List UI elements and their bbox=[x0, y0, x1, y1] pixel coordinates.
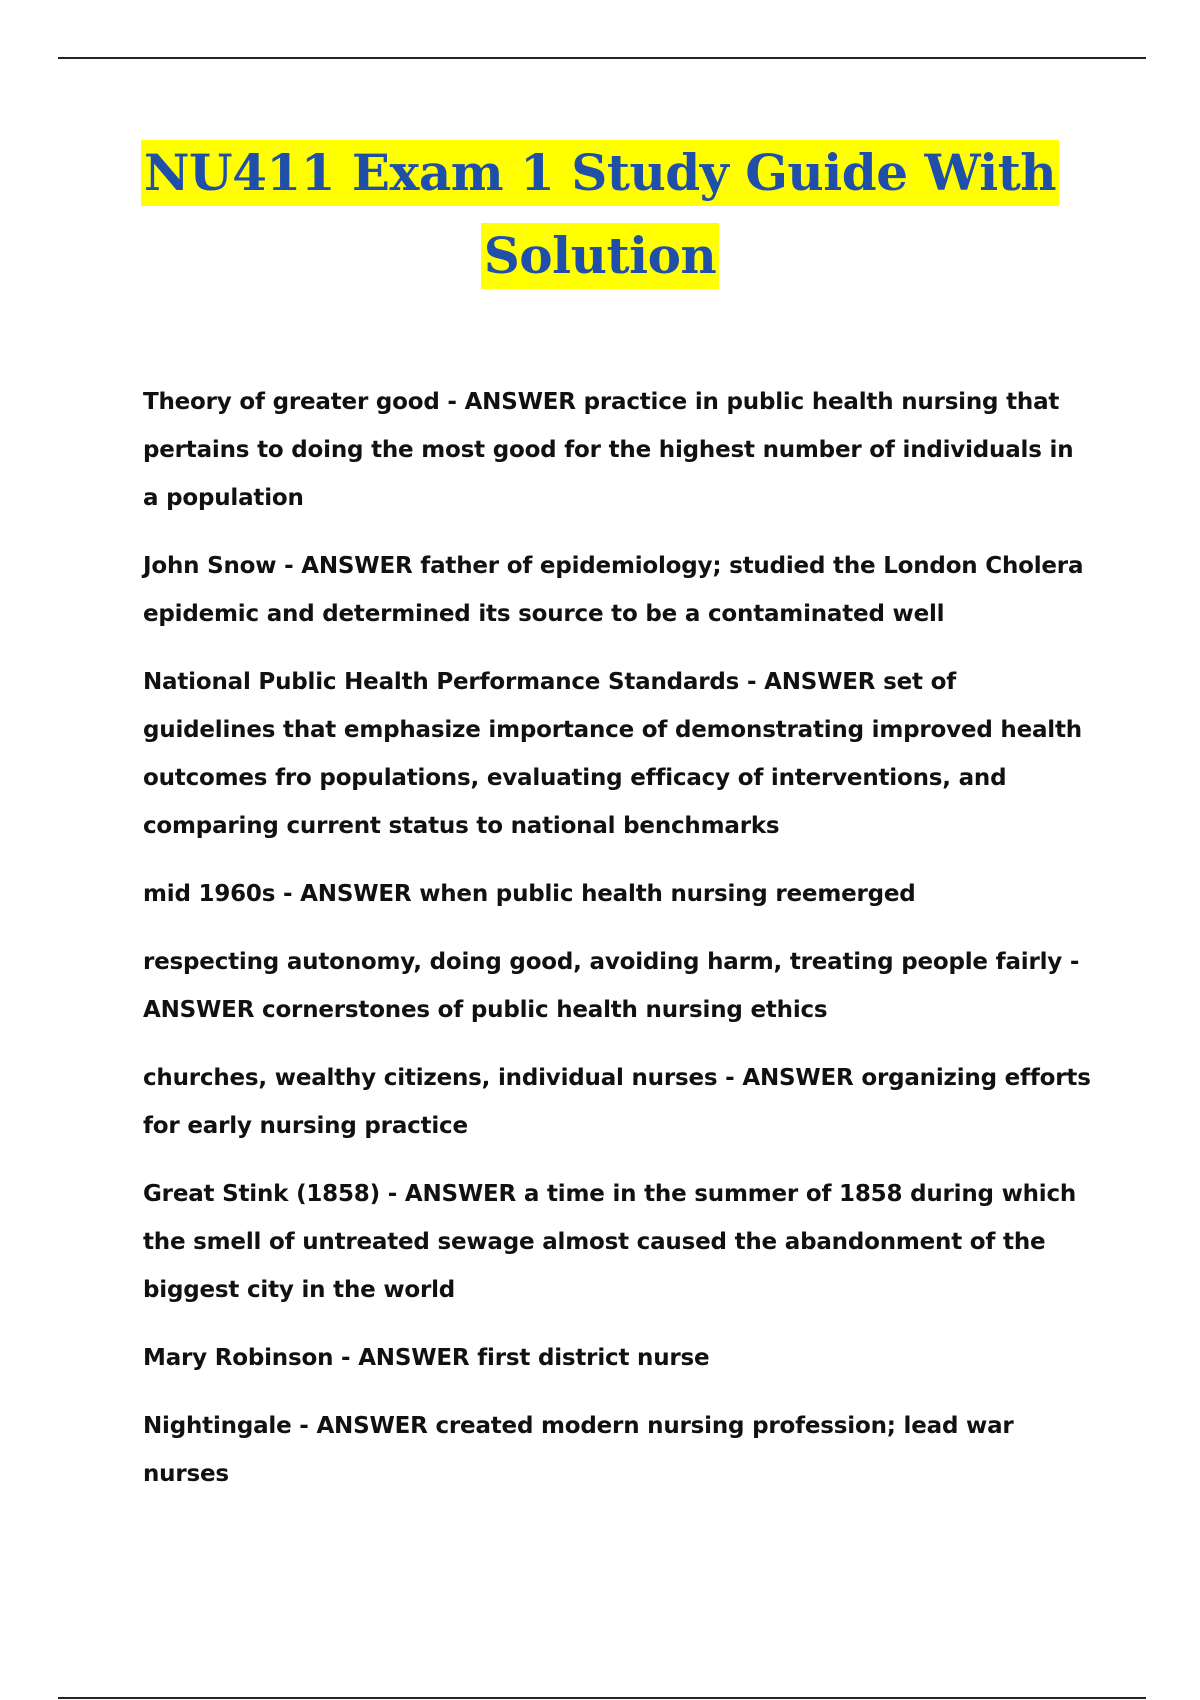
qa-entry: Mary Robinson - ANSWER first district nurse bbox=[143, 1345, 710, 1371]
qa-entry: National Public Health Performance Standards - ANSWER set of guidelines that emphasize importance of demonstrating improved health outcomes fro populations, evaluating efficacy of interventions, and comparing current status to national benchmarks bbox=[143, 669, 1082, 839]
qa-entry: churches, wealthy citizens, individual nurses - ANSWER organizing efforts for early nursing practice bbox=[143, 1065, 1091, 1139]
qa-entry: respecting autonomy, doing good, avoiding harm, treating people fairly - ANSWER cornerstones of public health nursing ethics bbox=[143, 949, 1080, 1023]
title-line-1: NU411 Exam 1 Study Guide With bbox=[141, 140, 1059, 206]
qa-entry: John Snow - ANSWER father of epidemiology; studied the London Cholera epidemic and determined its source to be a contaminated well bbox=[143, 553, 1084, 627]
qa-entry: Nightingale - ANSWER created modern nursing profession; lead war nurses bbox=[143, 1413, 1014, 1487]
header-rule bbox=[58, 57, 1146, 59]
document-title bbox=[100, 140, 1100, 306]
qa-entry: mid 1960s - ANSWER when public health nursing reemerged bbox=[143, 881, 916, 907]
qa-entry: Great Stink (1858) - ANSWER a time in the summer of 1858 during which the smell of untreated sewage almost caused the abandonment of the biggest city in the world bbox=[143, 1181, 1077, 1303]
title-line-2: Solution bbox=[481, 223, 720, 289]
qa-list bbox=[143, 378, 1093, 1518]
footer-rule bbox=[58, 1697, 1146, 1699]
qa-entry: Theory of greater good - ANSWER practice in public health nursing that pertains to doing the most good for the highest number of individuals in a population bbox=[143, 389, 1074, 511]
